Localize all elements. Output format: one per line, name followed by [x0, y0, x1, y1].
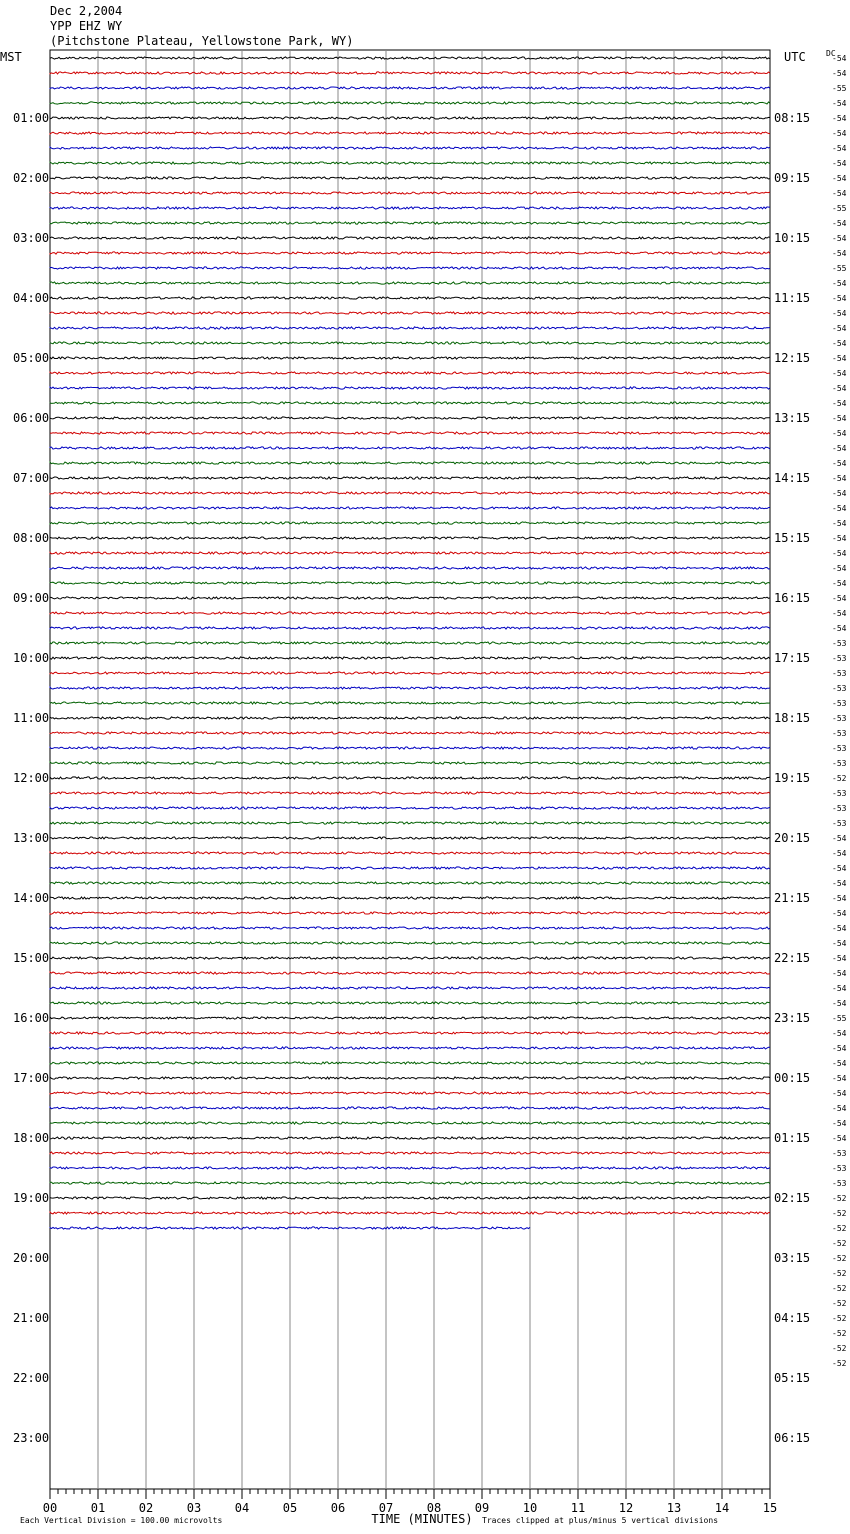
dc-offset-label: -54 [832, 444, 847, 453]
utc-hour-label: 00:15 [774, 1071, 811, 1085]
seismic-trace [50, 507, 770, 509]
seismic-trace [50, 732, 770, 734]
dc-offset-label: -54 [832, 369, 847, 378]
seismic-trace [50, 57, 770, 59]
scale-note: Each Vertical Division = 100.00 microvolts [20, 1516, 223, 1525]
seismic-trace [50, 567, 770, 569]
utc-hour-label: 16:15 [774, 591, 811, 605]
right-zone-label: UTC [784, 50, 806, 64]
mst-hour-label: 12:00 [13, 771, 50, 785]
utc-hour-label: 19:15 [774, 771, 811, 785]
x-tick-label: 02 [138, 1501, 154, 1515]
seismic-trace [50, 1017, 770, 1019]
mst-hour-label: 18:00 [13, 1131, 50, 1145]
dc-offset-label: -54 [832, 249, 847, 258]
dc-offset-label: -54 [832, 324, 847, 333]
dc-offset-label: -52 [832, 1254, 847, 1263]
x-tick-label: 14 [714, 1501, 730, 1515]
utc-hour-label: 12:15 [774, 351, 811, 365]
dc-offset-label: -54 [832, 879, 847, 888]
utc-hour-label: 09:15 [774, 171, 811, 185]
dc-offset-label: -53 [832, 1164, 847, 1173]
seismic-trace [50, 72, 770, 74]
mst-hour-label: 04:00 [13, 291, 50, 305]
dc-offset-label: -53 [832, 654, 847, 663]
dc-offset-label: -53 [832, 684, 847, 693]
seismic-trace [50, 342, 770, 344]
dc-offset-label: -52 [832, 1194, 847, 1203]
mst-hour-label: 09:00 [13, 591, 50, 605]
utc-hour-label: 03:15 [774, 1251, 811, 1265]
dc-offset-label: -53 [832, 804, 847, 813]
seismic-trace [50, 447, 770, 449]
seismic-trace [50, 417, 770, 419]
dc-offset-label: -54 [832, 219, 847, 228]
utc-hour-label: 23:15 [774, 1011, 811, 1025]
dc-offset-label: -54 [832, 564, 847, 573]
dc-offset-label: -52 [832, 1359, 847, 1368]
mst-hour-label: 06:00 [13, 411, 50, 425]
dc-offset-label: -55 [832, 204, 847, 213]
dc-offset-label: -54 [832, 414, 847, 423]
mst-hour-label: 22:00 [13, 1371, 50, 1385]
x-tick-label: 05 [282, 1501, 298, 1515]
seismic-trace [50, 807, 770, 809]
mst-hour-label: 01:00 [13, 111, 50, 125]
seismic-trace [50, 252, 770, 254]
x-tick-label: 15 [762, 1501, 778, 1515]
seismic-trace [50, 522, 770, 524]
seismic-trace [50, 1002, 770, 1004]
dc-offset-label: -52 [832, 1224, 847, 1233]
dc-offset-label: -54 [832, 504, 847, 513]
chart-location: (Pitchstone Plateau, Yellowstone Park, WY) [50, 34, 354, 48]
x-tick-label: 03 [186, 1501, 202, 1515]
mst-hour-label: 23:00 [13, 1431, 50, 1445]
seismic-trace [50, 1197, 770, 1199]
mst-hour-label: 03:00 [13, 231, 50, 245]
clip-note: Traces clipped at plus/minus 5 vertical divisions [482, 1516, 719, 1525]
dc-offset-label: -54 [832, 489, 847, 498]
seismic-trace [50, 972, 770, 974]
dc-offset-label: -54 [832, 54, 847, 63]
seismic-trace [50, 312, 770, 314]
mst-hour-label: 20:00 [13, 1251, 50, 1265]
seismic-trace [50, 1212, 770, 1214]
seismic-trace [50, 762, 770, 764]
utc-hour-label: 20:15 [774, 831, 811, 845]
chart-station: YPP EHZ WY [50, 19, 123, 33]
dc-offset-label: -54 [832, 114, 847, 123]
seismic-trace [50, 852, 770, 854]
dc-offset-label: -54 [832, 984, 847, 993]
dc-offset-label: -52 [832, 1284, 847, 1293]
utc-hour-label: 05:15 [774, 1371, 811, 1385]
seismic-trace [50, 147, 770, 149]
dc-label: DC [826, 49, 836, 58]
dc-offset-label: -54 [832, 999, 847, 1008]
dc-offset-label: -55 [832, 1014, 847, 1023]
dc-offset-label: -54 [832, 624, 847, 633]
dc-offset-label: -54 [832, 279, 847, 288]
seismic-trace [50, 702, 770, 704]
utc-hour-label: 21:15 [774, 891, 811, 905]
seismic-trace [50, 87, 770, 89]
seismic-trace [50, 372, 770, 374]
dc-offset-label: -53 [832, 744, 847, 753]
mst-hour-label: 10:00 [13, 651, 50, 665]
dc-offset-label: -52 [832, 1239, 847, 1248]
x-tick-label: 10 [522, 1501, 538, 1515]
dc-offset-label: -54 [832, 594, 847, 603]
seismic-trace [50, 432, 770, 434]
dc-offset-label: -54 [832, 459, 847, 468]
mst-hour-label: 11:00 [13, 711, 50, 725]
mst-hour-label: 08:00 [13, 531, 50, 545]
seismic-trace [50, 927, 770, 929]
dc-offset-label: -54 [832, 834, 847, 843]
dc-offset-label: -53 [832, 639, 847, 648]
dc-offset-label: -54 [832, 309, 847, 318]
seismic-trace [50, 642, 770, 644]
seismic-trace [50, 1032, 770, 1034]
dc-offset-label: -54 [832, 159, 847, 168]
mst-hour-label: 07:00 [13, 471, 50, 485]
dc-offset-label: -54 [832, 609, 847, 618]
seismic-trace [50, 612, 770, 614]
seismic-trace [50, 942, 770, 944]
mst-hour-label: 14:00 [13, 891, 50, 905]
dc-offset-label: -54 [832, 1044, 847, 1053]
seismic-trace [50, 597, 770, 599]
dc-offset-label: -53 [832, 714, 847, 723]
seismic-trace [50, 282, 770, 284]
seismic-trace [50, 237, 770, 239]
dc-offset-label: -54 [832, 1089, 847, 1098]
x-axis-label: TIME (MINUTES) [371, 1512, 473, 1526]
dc-offset-label: -54 [832, 909, 847, 918]
mst-hour-label: 17:00 [13, 1071, 50, 1085]
seismic-trace [50, 882, 770, 884]
seismic-trace [50, 162, 770, 164]
dc-offset-label: -54 [832, 1074, 847, 1083]
x-tick-label: 04 [234, 1501, 250, 1515]
mst-hour-label: 13:00 [13, 831, 50, 845]
dc-offset-label: -54 [832, 849, 847, 858]
dc-offset-label: -52 [832, 1314, 847, 1323]
x-tick-label: 00 [42, 1501, 58, 1515]
seismic-trace [50, 477, 770, 479]
x-tick-label: 07 [378, 1501, 394, 1515]
dc-offset-label: -52 [832, 1299, 847, 1308]
seismic-trace [50, 192, 770, 194]
utc-hour-label: 01:15 [774, 1131, 811, 1145]
mst-hour-label: 02:00 [13, 171, 50, 185]
dc-offset-label: -54 [832, 354, 847, 363]
dc-offset-label: -54 [832, 144, 847, 153]
dc-offset-label: -55 [832, 84, 847, 93]
dc-offset-label: -54 [832, 234, 847, 243]
utc-hour-label: 10:15 [774, 231, 811, 245]
seismic-trace [50, 897, 770, 899]
seismic-trace [50, 1152, 770, 1154]
dc-offset-label: -54 [832, 384, 847, 393]
seismic-trace [50, 1062, 770, 1064]
seismic-trace [50, 582, 770, 584]
dc-offset-label: -53 [832, 729, 847, 738]
dc-offset-label: -54 [832, 429, 847, 438]
dc-offset-label: -54 [832, 1104, 847, 1113]
seismic-trace [50, 1077, 770, 1079]
utc-hour-label: 15:15 [774, 531, 811, 545]
x-tick-label: 01 [90, 1501, 106, 1515]
x-tick-label: 08 [426, 1501, 442, 1515]
dc-offset-label: -52 [832, 1269, 847, 1278]
seismic-trace [50, 1137, 770, 1139]
utc-hour-label: 06:15 [774, 1431, 811, 1445]
seismic-trace [50, 1182, 770, 1184]
seismic-trace [50, 837, 770, 839]
seismic-trace [50, 672, 770, 674]
seismic-trace [50, 117, 770, 119]
seismic-trace [50, 867, 770, 869]
seismic-trace [50, 102, 770, 104]
dc-offset-label: -54 [832, 1134, 847, 1143]
dc-offset-label: -54 [832, 1029, 847, 1038]
seismic-trace [50, 492, 770, 494]
utc-hour-label: 04:15 [774, 1311, 811, 1325]
dc-offset-label: -54 [832, 954, 847, 963]
seismic-trace [50, 357, 770, 359]
dc-offset-label: -54 [832, 189, 847, 198]
dc-offset-label: -54 [832, 99, 847, 108]
x-tick-label: 11 [570, 1501, 586, 1515]
dc-offset-label: -52 [832, 1209, 847, 1218]
seismic-trace [50, 462, 770, 464]
dc-offset-label: -54 [832, 69, 847, 78]
x-tick-label: 09 [474, 1501, 490, 1515]
dc-offset-label: -54 [832, 924, 847, 933]
dc-offset-label: -54 [832, 519, 847, 528]
chart-date: Dec 2,2004 [50, 4, 123, 18]
utc-hour-label: 08:15 [774, 111, 811, 125]
seismic-trace [50, 1092, 770, 1094]
seismic-trace [50, 657, 770, 659]
dc-offset-label: -54 [832, 174, 847, 183]
seismic-trace [50, 402, 770, 404]
mst-hour-label: 15:00 [13, 951, 50, 965]
dc-offset-label: -54 [832, 969, 847, 978]
dc-offset-label: -53 [832, 1149, 847, 1158]
utc-hour-label: 22:15 [774, 951, 811, 965]
mst-hour-label: 19:00 [13, 1191, 50, 1205]
seismic-trace [50, 177, 770, 179]
dc-offset-label: -52 [832, 774, 847, 783]
seismic-trace [50, 1107, 770, 1109]
mst-hour-label: 16:00 [13, 1011, 50, 1025]
dc-offset-label: -54 [832, 1059, 847, 1068]
seismic-trace [50, 627, 770, 629]
seismic-trace [50, 552, 770, 554]
seismic-trace [50, 1167, 770, 1169]
utc-hour-label: 14:15 [774, 471, 811, 485]
dc-offset-label: -54 [832, 534, 847, 543]
seismic-trace [50, 327, 770, 329]
dc-offset-label: -52 [832, 1344, 847, 1353]
utc-hour-label: 02:15 [774, 1191, 811, 1205]
dc-offset-label: -54 [832, 864, 847, 873]
dc-offset-label: -54 [832, 894, 847, 903]
mst-hour-label: 21:00 [13, 1311, 50, 1325]
seismic-trace [50, 207, 770, 209]
dc-offset-label: -53 [832, 1179, 847, 1188]
seismic-trace [50, 132, 770, 134]
utc-hour-label: 17:15 [774, 651, 811, 665]
dc-offset-label: -55 [832, 264, 847, 273]
trace-group [50, 57, 770, 1229]
seismic-trace [50, 687, 770, 689]
dc-offset-label: -54 [832, 939, 847, 948]
seismic-trace [50, 297, 770, 299]
x-tick-label: 06 [330, 1501, 346, 1515]
dc-offset-label: -54 [832, 294, 847, 303]
seismic-trace [50, 1047, 770, 1049]
dc-offset-label: -53 [832, 759, 847, 768]
seismic-trace [50, 537, 770, 539]
seismic-trace [50, 222, 770, 224]
dc-offset-label: -54 [832, 579, 847, 588]
seismic-trace [50, 267, 770, 269]
dc-offset-label: -54 [832, 399, 847, 408]
utc-hour-label: 13:15 [774, 411, 811, 425]
utc-hour-label: 18:15 [774, 711, 811, 725]
left-zone-label: MST [0, 50, 22, 64]
dc-offset-label: -52 [832, 1329, 847, 1338]
dc-offset-label: -54 [832, 339, 847, 348]
seismic-trace [50, 912, 770, 914]
utc-hour-label: 11:15 [774, 291, 811, 305]
seismic-trace [50, 957, 770, 959]
seismic-trace [50, 717, 770, 719]
seismic-trace [50, 822, 770, 824]
dc-offset-label: -53 [832, 819, 847, 828]
seismic-trace [50, 777, 770, 779]
dc-offset-label: -54 [832, 129, 847, 138]
seismic-trace [50, 987, 770, 989]
dc-offset-label: -53 [832, 699, 847, 708]
seismic-trace [50, 792, 770, 794]
dc-offset-label: -54 [832, 1119, 847, 1128]
seismic-trace [50, 387, 770, 389]
x-tick-label: 13 [666, 1501, 682, 1515]
mst-hour-label: 05:00 [13, 351, 50, 365]
dc-offset-label: -54 [832, 474, 847, 483]
dc-offset-label: -53 [832, 789, 847, 798]
seismic-trace [50, 747, 770, 749]
plot-frame [50, 50, 770, 1489]
seismic-trace [50, 1122, 770, 1124]
dc-offset-label: -53 [832, 669, 847, 678]
x-tick-label: 12 [618, 1501, 634, 1515]
dc-offset-label: -54 [832, 549, 847, 558]
